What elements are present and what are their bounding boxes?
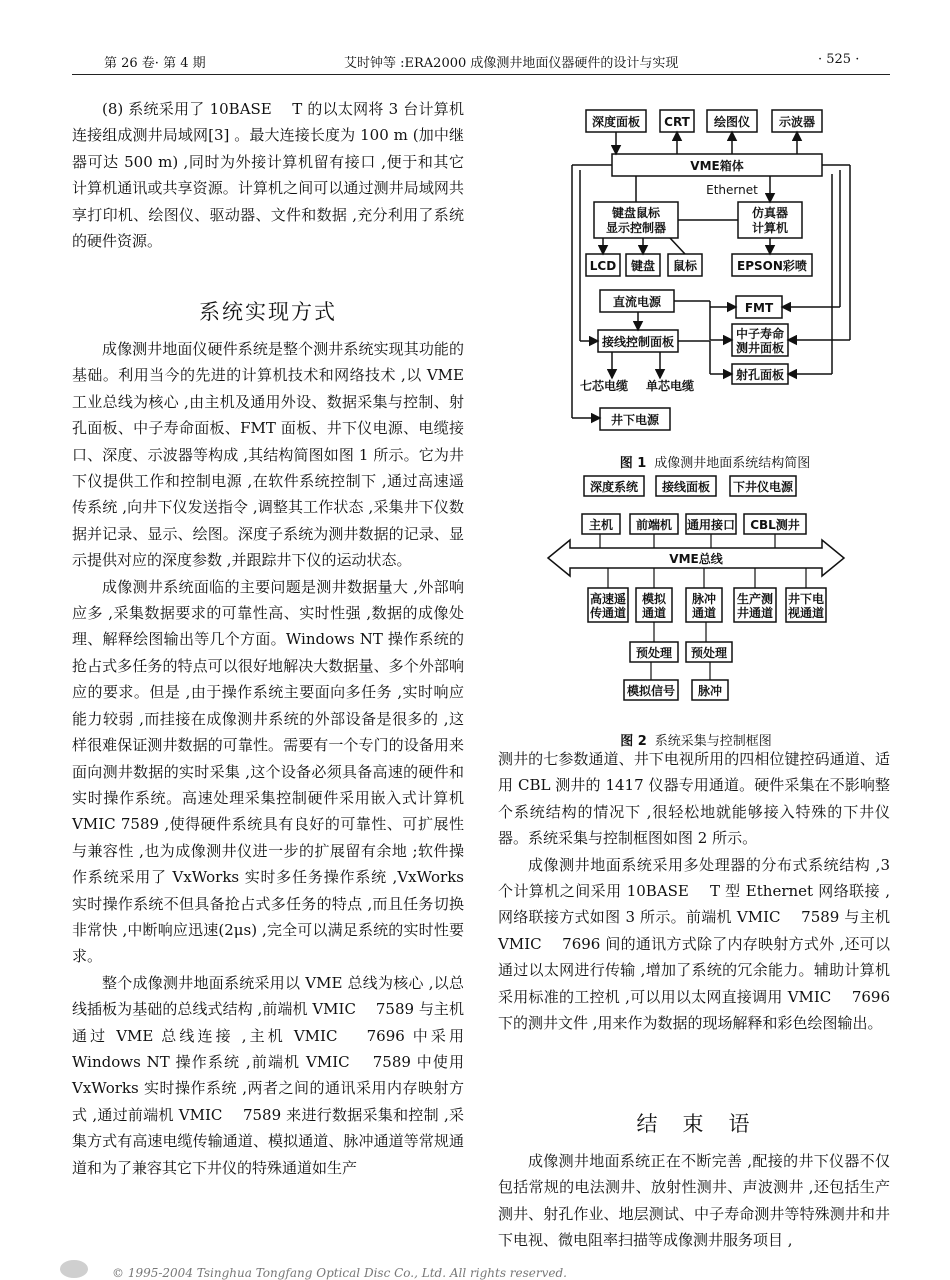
figure-2-title: 系统采集与控制框图 [654, 734, 772, 749]
fig1-plotter: 绘图仪 [713, 115, 751, 129]
figure-2-number: 图 2 [620, 734, 647, 749]
paragraph-network: (8) 系统采用了 10BASE T 的以太网将 3 台计算机连接组成测井局域网[3] 。最大连接长度为 100 m (加中继器可达 500 m) ,同时为外接计算机留有接口 ,便于和其它计算机通讯或共享资源。计算机之间可以通过测井局域网共享打印机、绘图仪、驱动器、文件和数据 ,充分利用了系统的硬件资源。 [72, 100, 464, 251]
fig1-vme-chassis: VME箱体 [690, 159, 744, 173]
fig1-keyboard: 键盘 [630, 259, 656, 273]
right-conclusion-block [498, 1148, 890, 1254]
fig2-pulse-1: 脉冲 [691, 592, 717, 606]
fig2-hs-tele-1: 高速遥 [589, 592, 627, 606]
fig2-depth-system: 深度系统 [589, 480, 639, 494]
fig1-oscilloscope: 示波器 [778, 115, 816, 129]
fig2-vme-bus: VME总线 [669, 552, 723, 566]
fig1-neutron-1: 中子寿命 [735, 327, 785, 341]
page-number: · 525 · [818, 52, 860, 67]
fig2-host: 主机 [588, 518, 614, 532]
fig1-seven-core: 七芯电缆 [579, 379, 629, 393]
right-body-block [498, 746, 890, 1036]
paragraph-hardware-system: 成像测井地面仪硬件系统是整个测井系统实现其功能的基础。利用当今的先进的计算机技术和网络技术 ,以 VME工业总线为核心 ,由主机及通用外设、数据采集与控制、射孔面板、中子寿命面板、FMT 面板、井下仪电源、电缆接口、深度、示波器等构成 ,其结构简图如图 1 所示。它为井下仪提供工作和控制电源 ,在软件系统控制下 ,通过高速遥传系统 ,向井下仪发送指令 ,调整其工作状态 ,采集井下仪数据并记录、显示、绘图。深度子系统为测井数据的记录、显示提供对应的深度参数 ,并跟踪井下仪的运动状态。 [72, 340, 464, 570]
fig1-kbd-1: 键盘鼠标 [611, 206, 661, 220]
fig1-downhole-power: 井下电源 [610, 413, 660, 427]
header-rule [72, 74, 890, 75]
fig2-wiring-panel: 接线面板 [661, 480, 711, 494]
fig2-analog-signal: 模拟信号 [626, 684, 676, 698]
fig1-emulator-2: 计算机 [751, 221, 789, 235]
fig1-perforation: 射孔面板 [735, 368, 785, 382]
section-title-conclusion: 结 束 语 [636, 1112, 752, 1136]
fig1-kbd-2: 显示控制器 [605, 221, 667, 235]
fig2-tv-2: 视通道 [787, 606, 825, 620]
fig2-prod-1: 生产测 [736, 592, 774, 606]
figure-1-number: 图 1 [619, 456, 647, 471]
publisher-logo [60, 1260, 88, 1278]
running-header-title: 艾时钟等 :ERA2000 成像测井地面仪器硬件的设计与实现 [344, 56, 679, 71]
section-title-implementation: 系统实现方式 [199, 300, 337, 324]
figure-2-diagram [546, 474, 846, 712]
fig2-pulse-2: 通道 [691, 606, 717, 620]
fig2-prod-2: 井通道 [736, 606, 774, 620]
fig1-mouse: 鼠标 [672, 259, 698, 273]
fig2-downhole-power: 下井仪电源 [732, 480, 794, 494]
fig1-wiring-panel: 接线控制面板 [601, 335, 675, 349]
paragraph-special-channels: 测井的七参数通道、井下电视所用的四相位键控码通道、适用 CBL 测井的 1417 仪器专用通道。硬件采集在不影响整个系统结构的情况下 ,很轻松地就能够接入特殊的下井仪器。系统采集与控制框图如图 2 所示。 [498, 750, 890, 848]
paragraph-vme-structure: 整个成像测井地面系统采用以 VME 总线为核心 ,以总线插板为基础的总线式结构 ,前端机 VMIC 7589 与主机通过 VME 总线连接 ,主机 VMIC 7696 中采用 Windows NT 操作系统 ,前端机 VMIC 7589 中使用 VxWorks 实时操作系统 ,两者之间的通讯采用内存映射方式 ,通过前端机 VMIC 7589 来进行数据采集和控制 ,采集方式有高速电缆传输通道、模拟通道、脉冲通道等常规通道和为了兼容其它下井仪的特殊通道如生产 [72, 973, 464, 1177]
figure-1-title: 成像测井地面系统结构简图 [654, 456, 811, 471]
fig2-analog-2: 通道 [641, 606, 667, 620]
left-intro-block [72, 96, 464, 254]
fig1-dc-power: 直流电源 [612, 295, 662, 309]
fig2-preproc-2: 预处理 [690, 646, 728, 660]
figure-1-diagram [560, 100, 870, 440]
fig1-single-core: 单芯电缆 [645, 379, 695, 393]
fig2-general-io: 通用接口 [686, 518, 736, 532]
fig1-crt: CRT [664, 115, 690, 129]
fig2-analog-1: 模拟 [641, 592, 667, 606]
fig2-preproc-1: 预处理 [635, 646, 673, 660]
left-body-block [72, 336, 464, 1181]
copyright-footer: © 1995-2004 Tsinghua Tongfang Optical Disc Co., Ltd. All rights reserved. [112, 1266, 567, 1280]
fig2-frontend: 前端机 [635, 518, 673, 532]
fig1-epson: EPSON彩喷 [737, 259, 807, 273]
fig1-ethernet: Ethernet [706, 183, 758, 197]
fig1-lcd: LCD [589, 259, 617, 273]
fig1-emulator-1: 仿真器 [751, 206, 789, 220]
fig1-neutron-2: 测井面板 [735, 341, 785, 355]
paragraph-main-problems: 成像测井系统面临的主要问题是测井数据量大 ,外部响应多 ,采集数据要求的可靠性高、实时性强 ,数据的成像处理、解释绘图输出等几个方面。Windows NT 操作系统的抢占式多任务的特点可以很好地解决大数据量、多个外部响应的要求。但是 ,由于操作系统主要面向多任务 ,实时响应能力较弱 ,而挂接在成像测井系统的外部设备是很多的 ,这样很难保证测井数据的可靠性。需要有一个专门的设备用来面向测井数据的实时采集 ,这个设备必须具备高速的硬件和实时操作系统。高速处理采集控制硬件采用嵌入式计算机 VMIC 7589 ,使得硬件系统具有良好的可靠性、可扩展性与兼容性 ,也为成像测井仪进一步的扩展留有余地 ;软件操作系统采用了 VxWorks 实时多任务操作系统 ,VxWorks 实时操作系统不但具备抢占式多任务的特点 ,而且任务切换非常快 ,中断响应迅速(2μs) ,完全可以满足系统的实时性要求。 [72, 577, 464, 966]
fig1-depth-panel: 深度面板 [591, 115, 641, 129]
fig2-cbl: CBL测井 [750, 518, 800, 532]
fig2-hs-tele-2: 传通道 [589, 606, 627, 620]
paragraph-distributed-system: 成像测井地面系统采用多处理器的分布式系统结构 ,3 个计算机之间采用 10BASE T 型 Ethernet 网络联接 ,网络联接方式如图 3 所示。前端机 VMIC 7589 与主机 VMIC 7696 间的通讯方式除了内存映射方式外 ,还可以通过以太网进行传输 ,增加了系统的冗余能力。辅助计算机采用标准的工控机 ,可以用以太网直接调用 VMIC 7696 下的测井文件 ,用来作为数据的现场解释和彩色绘图输出。 [498, 855, 890, 1033]
fig2-tv-1: 井下电 [787, 592, 825, 606]
running-header-issue: 第 26 卷· 第 4 期 [104, 56, 206, 71]
fig2-pulse: 脉冲 [697, 684, 723, 698]
fig1-fmt: FMT [744, 301, 774, 315]
figure-1-caption [560, 452, 870, 471]
paragraph-conclusion: 成像测井地面系统正在不断完善 ,配接的井下仪器不仅包括常规的电法测井、放射性测井、声波测井 ,还包括生产测井、射孔作业、地层测试、中子寿命测井等特殊测井和井下电视、微电阻率扫描等成像测井服务项目 , [498, 1152, 890, 1250]
